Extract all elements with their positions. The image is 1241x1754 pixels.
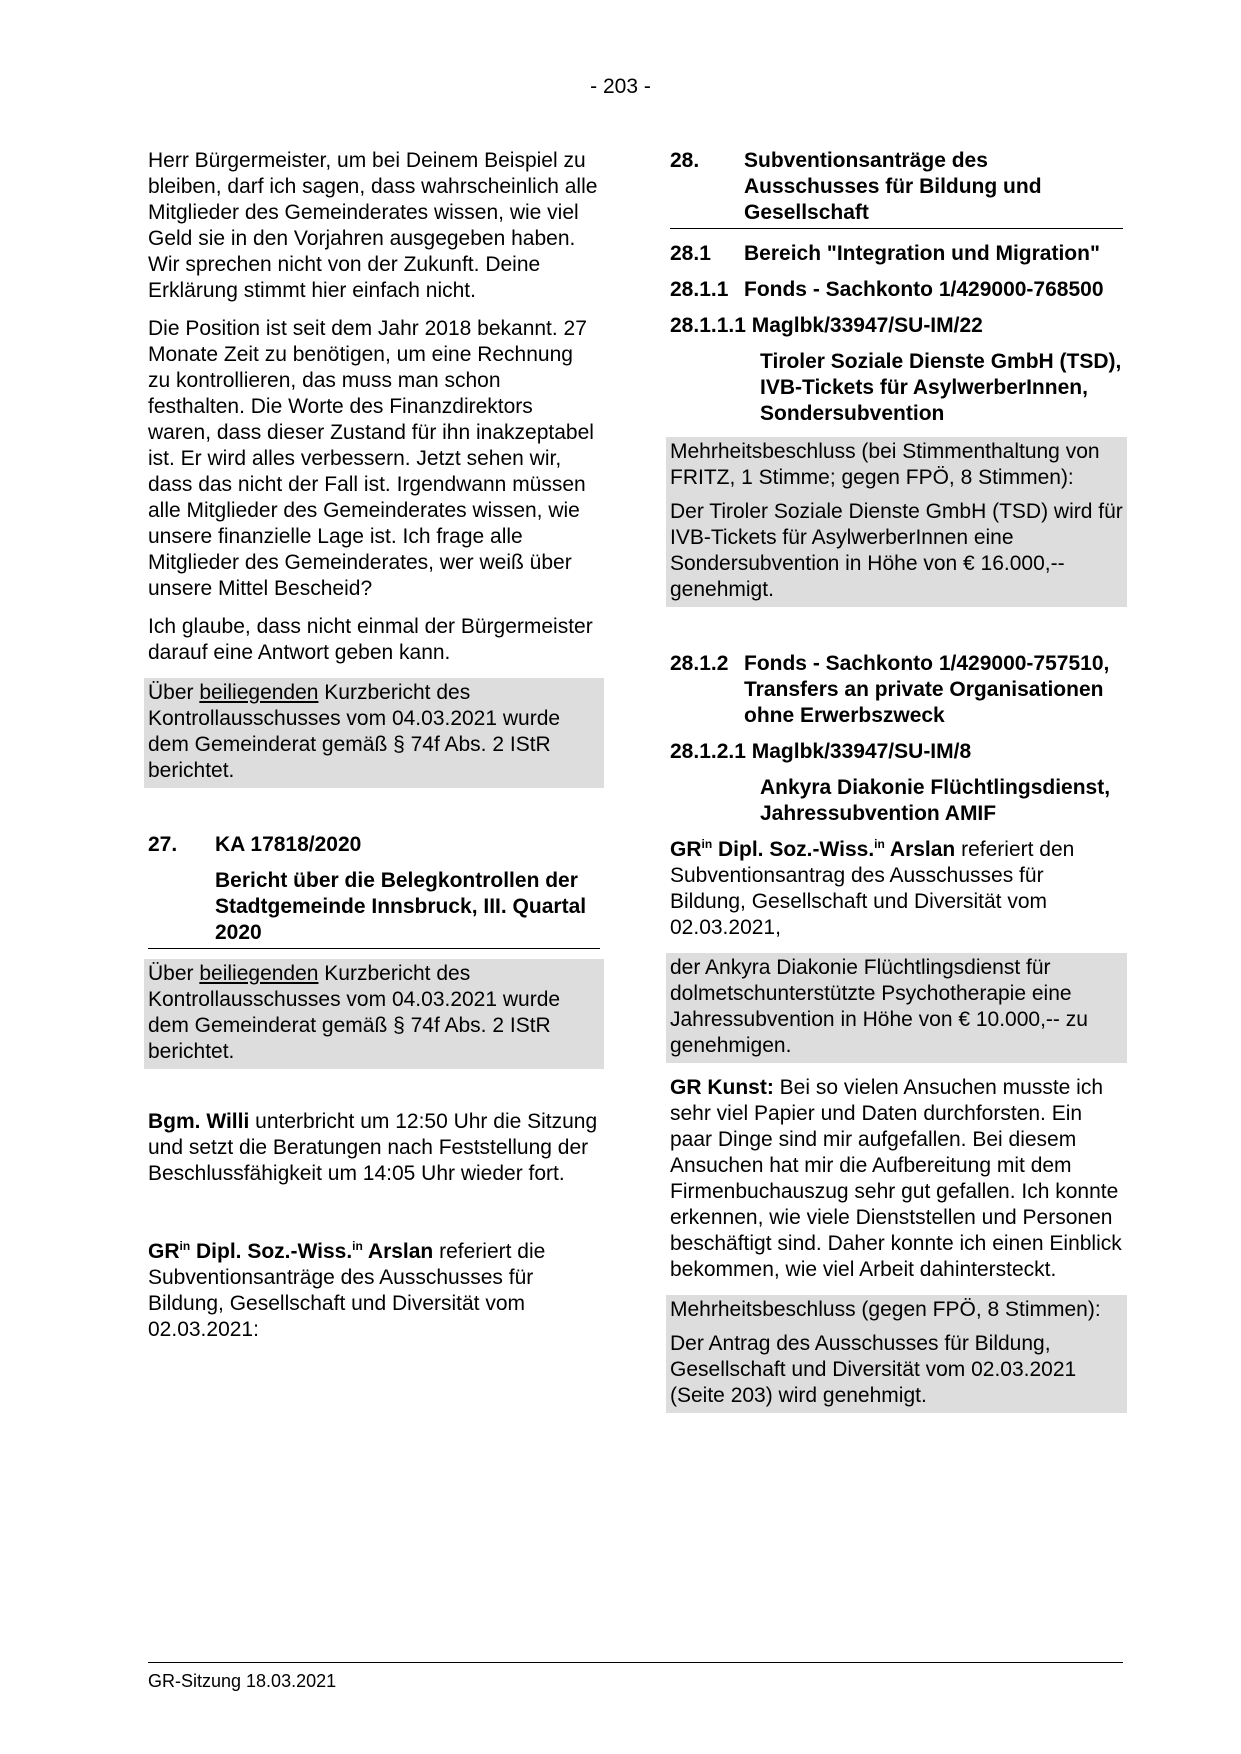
attachment-link[interactable]: beiliegenden	[199, 962, 319, 985]
heading-28-1-1: 28.1.1 Fonds - Sachkonto 1/429000-768500	[670, 278, 1104, 301]
heading-28-1-1-1: 28.1.1.1 Maglbk/33947/SU-IM/22	[670, 314, 983, 337]
paragraph: Herr Bürgermeister, um bei Deinem Beispiel zu bleiben, darf ich sagen, dass wahrscheinlich alle Mitglieder des Gemeinderates wissen, wie viel Geld sie in den Vorjahren ausgegeben haben. Wir sprechen nicht von der Zukunft. Deine Erklärung stimmt hier einfach nicht.	[148, 149, 598, 302]
speaker-paragraph: $GR^{in}$ Dipl. Soz.-Wiss.$^{in}$ Arslan referiert den Subventionsantrag des Ausschusses für Bildung, Gesellschaft und Diversität vom 02.03.2021,	[670, 837, 1075, 939]
session-break-note: Bgm. Willi unterbricht um 12:50 Uhr die Sitzung und setzt die Beratungen nach Feststellung der Beschlussfähigkeit um 14:05 Uhr wieder fort.	[148, 1110, 598, 1185]
item-27-title: Bericht über die Belegkontrollen der Stadtgemeinde Innsbruck, III. Quartal 2020	[148, 868, 600, 949]
item-27-heading: 27. KA 17818/2020	[148, 833, 362, 856]
speaker-paragraph: $GR^{in}$ Dipl. Soz.-Wiss.$^{in}$ Arslan referiert die Subventionsanträge des Ausschusses für Bildung, Gesellschaft und Diversität vom 02.03.2021:	[148, 1239, 546, 1341]
attachment-link[interactable]: beiliegenden	[199, 681, 319, 704]
subsidy-title: Tiroler Soziale Dienste GmbH (TSD), IVB-Tickets für AsylwerberInnen, Sondersubvention	[760, 350, 1122, 425]
speaker-name: $GR^{in}$ Dipl. Soz.-Wiss.$^{in}$ Arslan	[148, 1239, 434, 1263]
motion-box: der Ankyra Diakonie Flüchtlingsdienst für dolmetschunterstützte Psychotherapie eine Jahressubvention in Höhe von € 10.000,-- zu genehmigen.	[666, 953, 1127, 1063]
heading-28-1: 28.1 Bereich "Integration und Migration"	[670, 242, 1100, 265]
right-column	[670, 148, 1123, 1413]
paragraph: Die Position ist seit dem Jahr 2018 bekannt. 27 Monate Zeit zu benötigen, um eine Rechnung zu kontrollieren, das muss man schon festhalten. Die Worte des Finanzdirektors waren, dass dieser Zustand für ihn inakzeptabel ist. Er wird alles verbessern. Jetzt sehen wir, dass das nicht der Fall ist. Irgendwann müssen alle Mitglieder des Gemeinderates wissen, wie unsere finanzielle Lage ist. Ich frage alle Mitglieder des Gemeinderates, wer weiß über unsere Mittel Bescheid?	[148, 317, 594, 600]
speaker-name: Bgm. Willi	[148, 1110, 250, 1133]
speaker-paragraph: GR Kunst: Bei so vielen Ansuchen musste ich sehr viel Papier und Daten durchforsten. Ein paar Dinge sind mir aufgefallen. Bei diesem Ansuchen hat mir die Aufbereitung mit dem Firmenbuchauszug sehr gut gefallen. Ich konnte erkennen, wie viele Dienststellen und Personen beschäftigt sind. Daher konnte ich einen Einblick bekommen, wie viel Arbeit dahintersteckt.	[670, 1076, 1122, 1281]
paragraph: Ich glaube, dass nicht einmal der Bürgermeister darauf eine Antwort geben kann.	[148, 615, 593, 664]
subsidy-title: Ankyra Diakonie Flüchtlingsdienst, Jahressubvention AMIF	[760, 776, 1111, 825]
report-box: Über beiliegenden Kurzbericht des Kontrollausschusses vom 04.03.2021 wurde dem Gemeinderat gemäß § 74f Abs. 2 IStR berichtet.	[144, 959, 604, 1069]
heading-28-1-2: 28.1.2 Fonds - Sachkonto 1/429000-757510, Transfers an private Organisationen ohne Erwerbszweck	[670, 652, 1110, 727]
page-number: - 203 -	[590, 75, 651, 98]
heading-28: 28. Subventionsanträge des Ausschusses für Bildung und Gesellschaft	[670, 148, 1123, 229]
speaker-name: $GR^{in}$ Dipl. Soz.-Wiss.$^{in}$ Arslan	[670, 837, 956, 861]
footer-divider	[148, 1662, 1123, 1663]
heading-28-1-2-1: 28.1.2.1 Maglbk/33947/SU-IM/8	[670, 740, 972, 763]
footer-text: GR-Sitzung 18.03.2021	[148, 1671, 337, 1691]
resolution-box: Mehrheitsbeschluss (gegen FPÖ, 8 Stimmen): Der Antrag des Ausschusses für Bildung, Gesellschaft und Diversität vom 02.03.2021 (Seite 203) wird genehmigt.	[666, 1295, 1127, 1413]
left-column	[148, 148, 600, 1355]
report-box: Über beiliegenden Kurzbericht des Kontrollausschusses vom 04.03.2021 wurde dem Gemeinderat gemäß § 74f Abs. 2 IStR berichtet.	[144, 678, 604, 788]
resolution-box: Mehrheitsbeschluss (bei Stimmenthaltung von FRITZ, 1 Stimme; gegen FPÖ, 8 Stimmen): Der Tiroler Soziale Dienste GmbH (TSD) wird für IVB-Tickets für AsylwerberInnen eine Sondersubvention in Höhe von € 16.000,-- genehmigt.	[666, 437, 1127, 607]
speaker-name: GR Kunst:	[670, 1076, 774, 1099]
